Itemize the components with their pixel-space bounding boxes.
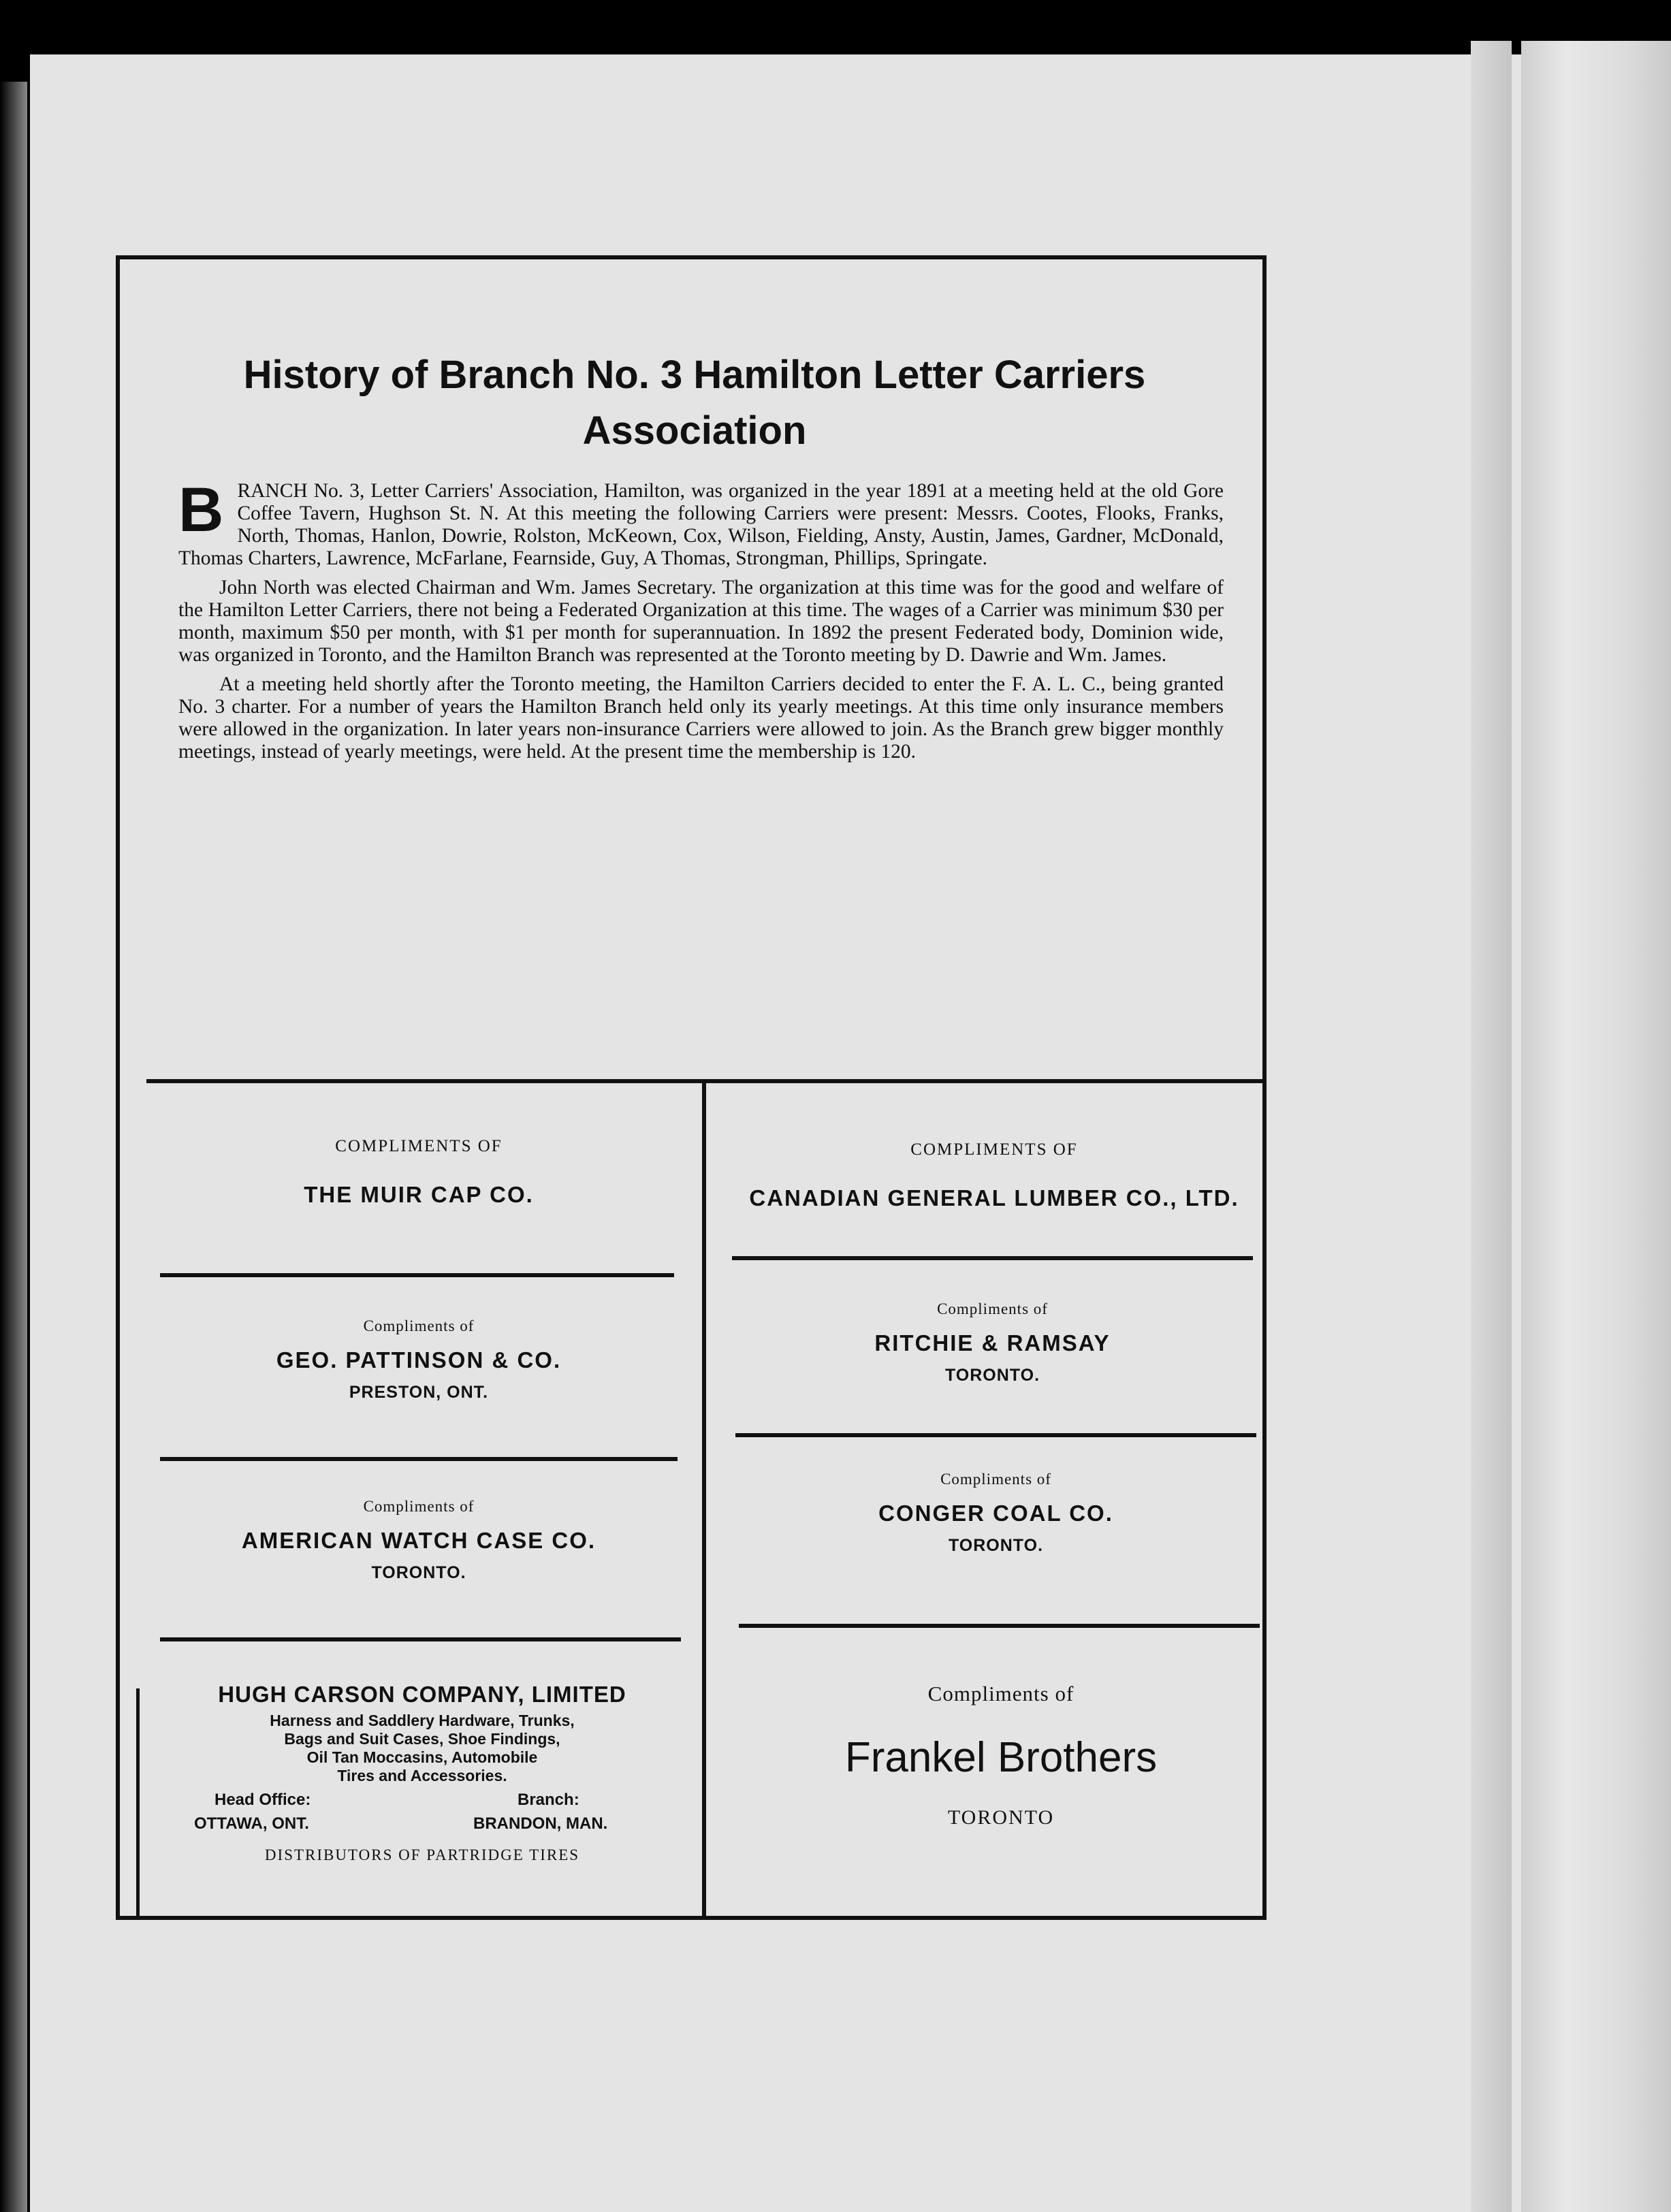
scan-left-edge: [0, 82, 27, 2212]
ad-product-line: Oil Tan Moccasins, Automobile: [306, 1748, 538, 1766]
ad-compliments-label: Compliments of: [937, 1300, 1048, 1317]
ad-city: TORONTO.: [944, 1366, 1040, 1385]
ad-firm-name: Frankel Brothers: [844, 1734, 1158, 1781]
ad-canadian-general-lumber: [729, 1140, 1260, 1211]
ad-product-line: Bags and Suit Cases, Shoe Findings,: [284, 1730, 560, 1748]
ad-section-bottom-rule: [136, 1916, 1267, 1920]
ad-frankel-brothers: [739, 1682, 1263, 1829]
ad-city: PRESTON, ONT.: [349, 1383, 489, 1402]
ad-firm-name: CANADIAN GENERAL LUMBER CO., LTD.: [749, 1185, 1239, 1211]
ad-city: TORONTO.: [948, 1536, 1044, 1555]
scan-top-border: [0, 0, 1671, 54]
ad-compliments-label: Compliments of: [363, 1317, 475, 1334]
ad-column-divider: [702, 1079, 706, 1920]
ad-branch-city: BRANDON, MAN.: [473, 1814, 608, 1833]
right-separator-1: [732, 1256, 1253, 1260]
drop-cap: B: [178, 475, 224, 545]
ad-american-watch-case: [163, 1498, 674, 1583]
ad-firm-name: HUGH CARSON COMPANY, LIMITED: [218, 1682, 626, 1707]
ad-compliments-label: Compliments of: [363, 1498, 475, 1515]
ad-ritchie-ramsay: [732, 1300, 1253, 1385]
scan-right-edge: [1521, 41, 1671, 2212]
ad-city: TORONTO.: [371, 1563, 466, 1582]
ad-conger-coal: [735, 1471, 1256, 1556]
ad-product-line: Tires and Accessories.: [337, 1767, 507, 1784]
ad-product-line: Harness and Saddlery Hardware, Trunks,: [270, 1712, 575, 1729]
ad-firm-name: RITCHIE & RAMSAY: [874, 1330, 1111, 1356]
article-title: [157, 347, 1232, 459]
paragraph-1-text: RANCH No. 3, Letter Carriers' Association, Hamilton, was organized in the year 1891 at a meeting held at the old Gore Coffee Tavern, Hughson St. N. At this meeting the following Carriers were present: Messrs. Cootes, Flooks, Franks, North, Thomas, Hanlon, Dowrie, Rolston, McKeown, Cox, Wilson, Fielding, Ansty, Austin, James, Gardner, McDonald, Thomas Charters, Lawrence, McFarlane, Fearnside, Guy, A Thomas, Strongman, Phillips, Springate.: [178, 480, 1224, 569]
history-text: [178, 475, 1224, 770]
ad-compliments-label: COMPLIMENTS OF: [335, 1137, 503, 1155]
history-paragraph-2: John North was elected Chairman and Wm. James Secretary. The organization at this time was for the good and welfare of the Hamilton Letter Carriers, there not being a Federated Organization at this time. The wages of a Carrier was minimum $30 per month, maximum $50 per month, with $1 per month for superannuation. In 1892 the present Federated body, Dominion wide, was organized in Toronto, and the Hamilton Branch was represented at the Toronto meeting by D. Dawrie and Wm. James.: [178, 577, 1224, 666]
left-separator-2: [160, 1457, 678, 1461]
ad-compliments-label: Compliments of: [927, 1682, 1075, 1705]
ad-product-list: [163, 1712, 681, 1785]
ad-firm-name: THE MUIR CAP CO.: [304, 1182, 534, 1207]
ad-firm-name: AMERICAN WATCH CASE CO.: [241, 1528, 596, 1553]
history-paragraph-1: [178, 475, 1224, 570]
ad-section-left-rule: [136, 1688, 140, 1920]
ad-head-office-label: Head Office:: [214, 1791, 311, 1809]
ad-branch-label: Branch:: [518, 1791, 579, 1809]
ad-section-top-rule: [146, 1079, 1267, 1083]
ad-firm-name: CONGER COAL CO.: [878, 1501, 1113, 1526]
ad-addresses: [163, 1791, 681, 1838]
ad-hugh-carson: [163, 1682, 681, 1864]
left-separator-3: [160, 1637, 681, 1641]
ad-distributor-line: DISTRIBUTORS OF PARTRIDGE TIRES: [264, 1846, 580, 1863]
right-separator-2: [735, 1433, 1256, 1437]
title-line-1: History of Branch No. 3 Hamilton Letter Carriers: [243, 353, 1146, 397]
ad-muir-cap: [163, 1137, 674, 1208]
ad-geo-pattinson: [163, 1317, 674, 1402]
ad-head-office-city: OTTAWA, ONT.: [194, 1814, 309, 1833]
ad-compliments-label: Compliments of: [940, 1471, 1051, 1488]
ad-firm-name: GEO. PATTINSON & CO.: [276, 1347, 562, 1373]
title-line-2: Association: [582, 408, 807, 453]
ad-compliments-label: COMPLIMENTS OF: [910, 1140, 1078, 1159]
left-separator-1: [160, 1273, 674, 1277]
right-separator-3: [739, 1624, 1260, 1628]
history-paragraph-3: At a meeting held shortly after the Toronto meeting, the Hamilton Carriers decided to enter the F. A. L. C., being granted No. 3 charter. For a number of years the Hamilton Branch held only its yearly meetings. At this time only insurance members were allowed in the organization. In later years non-insurance Carriers were allowed to join. As the Branch grew bigger monthly meetings, instead of yearly meetings, were held. At the present time the membership is 120.: [178, 673, 1224, 763]
ad-city: TORONTO: [947, 1806, 1055, 1829]
page-curl-shadow: [1471, 41, 1512, 2212]
